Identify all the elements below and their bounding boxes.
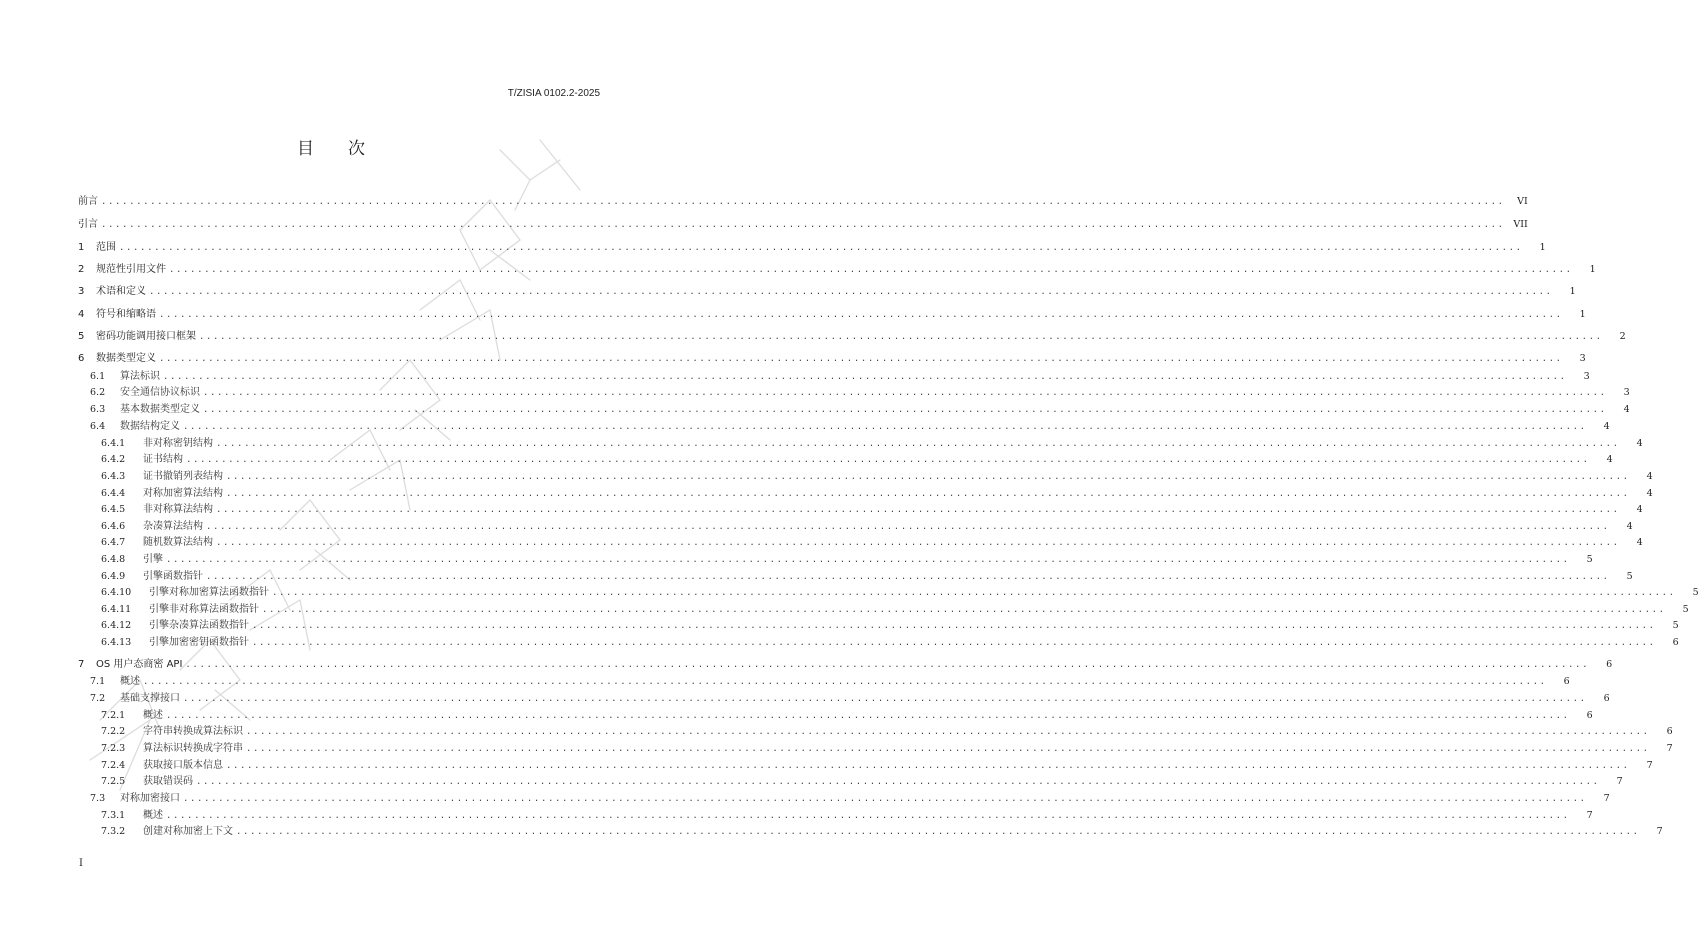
page-number: I — [79, 858, 83, 869]
toc-entry-page: 2 — [1619, 331, 1626, 342]
toc-entry-page: 6 — [1586, 710, 1593, 721]
toc-entry[interactable] — [0, 551, 1593, 566]
toc-entry-title: 基本数据类型定义 — [120, 404, 200, 415]
toc-leader-dots: ........................................................................................................................................................................................................ — [216, 538, 1620, 548]
toc-leader-dots: ........................................................................................................................................................................................................ — [186, 455, 1590, 465]
toc-entry-page: 1 — [1579, 309, 1586, 320]
toc-entry-page: 4 — [1606, 454, 1613, 465]
toc-entry-page: 4 — [1636, 537, 1643, 548]
toc-entry[interactable] — [0, 723, 1673, 738]
toc-entry-page: 6 — [1563, 676, 1570, 687]
toc-entry-title: 算法标识 — [120, 371, 160, 382]
toc-entry-page: 7 — [1586, 810, 1593, 821]
toc-entry-number: 7.2.4 — [101, 760, 126, 771]
toc-entry[interactable] — [0, 673, 1570, 688]
toc-entry-title: 获取接口版本信息 — [143, 760, 223, 771]
toc-entry[interactable] — [0, 823, 1663, 838]
toc-entry-number: 7.2.1 — [101, 710, 126, 721]
toc-entry-number: 7.2.3 — [101, 743, 126, 754]
toc-entry[interactable] — [0, 216, 1528, 231]
toc-entry-page: VI — [1517, 196, 1528, 207]
toc-entry[interactable] — [0, 656, 1613, 671]
toc-entry[interactable] — [0, 306, 1586, 321]
toc-entry[interactable] — [0, 501, 1643, 516]
toc-leader-dots: ........................................................................................................................................................................................................ — [206, 572, 1610, 582]
toc-leader-dots: ........................................................................................................................................................................................................ — [226, 761, 1630, 771]
toc-entry-page: 4 — [1646, 488, 1653, 499]
toc-entry[interactable] — [0, 485, 1653, 500]
toc-entry[interactable] — [0, 261, 1596, 276]
toc-entry-title: 引言 — [78, 219, 98, 230]
toc-entry-title: 证书撤销列表结构 — [143, 471, 223, 482]
toc-leader-dots: ........................................................................................................................................................................................................ — [166, 555, 1570, 565]
toc-entry-number: 6 — [78, 353, 85, 364]
toc-entry-title: 概述 — [120, 676, 140, 687]
toc-entry[interactable] — [0, 328, 1626, 343]
toc-leader-dots: ........................................................................................................................................................................................................ — [183, 694, 1587, 704]
toc-entry-page: 7 — [1616, 776, 1623, 787]
toc-entry-title: 范围 — [96, 242, 116, 253]
toc-leader-dots: ........................................................................................................................................................................................................ — [166, 811, 1570, 821]
toc-entry-page: 1 — [1569, 286, 1576, 297]
toc-entry-title: 证书结构 — [143, 454, 183, 465]
toc-entry-title: 数据结构定义 — [120, 421, 180, 432]
toc-entry-title: 对称加密接口 — [120, 793, 180, 804]
toc-entry-title: 安全通信协议标识 — [120, 387, 200, 398]
toc-entry-page: 1 — [1589, 264, 1596, 275]
toc-entry-number: 6.4 — [90, 421, 106, 432]
toc-leader-dots: ........................................................................................................................................................................................................ — [252, 638, 1656, 648]
toc-entry-page: 4 — [1636, 438, 1643, 449]
toc-leader-dots: ........................................................................................................................................................................................................ — [246, 744, 1650, 754]
toc-entry-title: 字符串转换成算法标识 — [143, 726, 243, 737]
toc-entry-title: 对称加密算法结构 — [143, 488, 223, 499]
toc-entry[interactable] — [0, 239, 1546, 254]
toc-entry-page: 1 — [1539, 242, 1546, 253]
toc-entry[interactable] — [0, 435, 1643, 450]
toc-entry-title: 算法标识转换成字符串 — [143, 743, 243, 754]
toc-entry-number: 6.4.1 — [101, 438, 126, 449]
toc-leader-dots: ........................................................................................................................................................................................................ — [196, 777, 1600, 787]
toc-entry-page: 4 — [1636, 504, 1643, 515]
toc-entry-page: 5 — [1586, 554, 1593, 565]
toc-leader-dots: ........................................................................................................................................................................................................ — [206, 522, 1610, 532]
toc-entry-title: 规范性引用文件 — [96, 264, 166, 275]
toc-leader-dots: ........................................................................................................................................................................................................ — [166, 711, 1570, 721]
toc-entry-number: 6.4.12 — [101, 620, 132, 631]
toc-leader-dots: ........................................................................................................................................................................................................ — [252, 621, 1656, 631]
toc-leader-dots: ........................................................................................................................................................................................................ — [226, 472, 1630, 482]
toc-entry-page: 7 — [1656, 826, 1663, 837]
toc-entry-title: 获取错误码 — [143, 776, 193, 787]
toc-leader-dots: ........................................................................................................................................................................................................ — [163, 372, 1567, 382]
toc-leader-dots: ........................................................................................................................................................................................................ — [226, 489, 1630, 499]
toc-entry[interactable] — [0, 468, 1653, 483]
toc-entry-page: 7 — [1603, 793, 1610, 804]
toc-leader-dots: ........................................................................................................................................................................................................ — [159, 354, 1563, 364]
toc-entry-number: 4 — [78, 309, 85, 320]
toc-leader-dots: ........................................................................................................................................................................................................ — [203, 388, 1607, 398]
toc-entry[interactable] — [0, 384, 1630, 399]
toc-entry-number: 3 — [78, 286, 85, 297]
toc-entry-title: 密码功能调用接口框架 — [96, 331, 196, 342]
toc-entry-page: 5 — [1626, 571, 1633, 582]
toc-entry-page: 6 — [1666, 726, 1673, 737]
toc-entry-number: 6.4.10 — [101, 587, 132, 598]
toc-entry[interactable] — [0, 584, 1699, 599]
toc-entry-number: 1 — [78, 242, 85, 253]
toc-entry-title: 概述 — [143, 810, 163, 821]
toc-entry-title: 概述 — [143, 710, 163, 721]
toc-entry[interactable] — [0, 350, 1586, 365]
toc-leader-dots: ........................................................................................................................................................................................................ — [143, 677, 1547, 687]
toc-entry[interactable] — [0, 757, 1653, 772]
page-title: 目 次 — [297, 139, 365, 159]
toc-entry-title: 引擎非对称算法函数指针 — [149, 604, 259, 615]
toc-leader-dots: ........................................................................................................................................................................................................ — [216, 439, 1620, 449]
toc-entry-number: 7.3 — [90, 793, 106, 804]
toc-leader-dots: ........................................................................................................................................................................................................ — [101, 197, 1505, 207]
toc-entry-page: 3 — [1623, 387, 1630, 398]
toc-entry[interactable] — [0, 690, 1610, 705]
toc-entry-title: 引擎杂凑算法函数指针 — [149, 620, 249, 631]
toc-leader-dots: ........................................................................................................................................................................................................ — [203, 405, 1607, 415]
toc-entry-page: 5 — [1682, 604, 1689, 615]
toc-entry[interactable] — [0, 634, 1679, 649]
toc-entry[interactable] — [0, 534, 1643, 549]
toc-entry-page: VII — [1513, 219, 1528, 230]
toc-entry[interactable] — [0, 601, 1689, 616]
toc-entry-title: OS 用户态商密 API — [96, 659, 183, 670]
toc-leader-dots: ........................................................................................................................................................................................................ — [119, 243, 1523, 253]
toc-leader-dots: ........................................................................................................................................................................................................ — [272, 588, 1676, 598]
toc-entry[interactable] — [0, 617, 1679, 632]
toc-leader-dots: ........................................................................................................................................................................................................ — [101, 220, 1505, 230]
toc-entry[interactable] — [0, 773, 1623, 788]
toc-entry-number: 7.3.2 — [101, 826, 126, 837]
toc-leader-dots: ........................................................................................................................................................................................................ — [199, 332, 1603, 342]
toc-entry-number: 2 — [78, 264, 85, 275]
toc-leader-dots: ........................................................................................................................................................................................................ — [159, 310, 1563, 320]
toc-entry-title: 前言 — [78, 196, 98, 207]
toc-entry[interactable] — [0, 401, 1630, 416]
toc-entry-number: 6.4.3 — [101, 471, 126, 482]
toc-entry-number: 7.2.5 — [101, 776, 126, 787]
toc-entry[interactable] — [0, 568, 1633, 583]
toc-entry-number: 6.4.11 — [101, 604, 132, 615]
toc-leader-dots: ........................................................................................................................................................................................................ — [185, 660, 1590, 670]
toc-entry[interactable] — [0, 368, 1590, 383]
toc-entry-number: 7.2 — [90, 693, 106, 704]
toc-entry-title: 引擎对称加密算法函数指针 — [149, 587, 269, 598]
toc-entry-title: 引擎加密密钥函数指针 — [149, 637, 249, 648]
toc-entry-number: 6.4.6 — [101, 521, 126, 532]
toc-entry-page: 3 — [1583, 371, 1590, 382]
toc-leader-dots: ........................................................................................................................................................................................................ — [236, 827, 1640, 837]
toc-entry-number: 6.4.2 — [101, 454, 126, 465]
toc-entry-title: 术语和定义 — [96, 286, 146, 297]
standard-code: T/ZISIA 0102.2-2025 — [507, 88, 600, 99]
toc-entry[interactable] — [0, 518, 1633, 533]
toc-entry[interactable] — [0, 707, 1593, 722]
toc-entry-page: 4 — [1623, 404, 1630, 415]
toc-entry-page: 7 — [1646, 760, 1653, 771]
toc-entry-title: 非对称密钥结构 — [143, 438, 213, 449]
toc-entry-page: 6 — [1606, 659, 1613, 670]
toc-leader-dots: ........................................................................................................................................................................................................ — [169, 265, 1573, 275]
toc-entry-title: 引擎 — [143, 554, 163, 565]
toc-entry-title: 杂凑算法结构 — [143, 521, 203, 532]
toc-leader-dots: ........................................................................................................................................................................................................ — [262, 605, 1666, 615]
toc-entry-page: 5 — [1692, 587, 1699, 598]
toc-entry-number: 6.4.4 — [101, 488, 126, 499]
toc-entry-number: 7.1 — [90, 676, 106, 687]
toc-entry[interactable] — [0, 451, 1613, 466]
toc-entry-page: 6 — [1603, 693, 1610, 704]
toc-entry-number: 6.3 — [90, 404, 106, 415]
toc-entry-page: 4 — [1646, 471, 1653, 482]
toc-leader-dots: ........................................................................................................................................................................................................ — [246, 727, 1650, 737]
toc-entry-number: 5 — [78, 331, 85, 342]
toc-entry-title: 数据类型定义 — [96, 353, 156, 364]
toc-leader-dots: ........................................................................................................................................................................................................ — [183, 794, 1587, 804]
toc-entry-number: 6.4.7 — [101, 537, 126, 548]
toc-leader-dots: ........................................................................................................................................................................................................ — [149, 287, 1553, 297]
toc-entry-page: 7 — [1666, 743, 1673, 754]
toc-entry[interactable] — [0, 193, 1528, 208]
toc-entry-title: 引擎函数指针 — [143, 571, 203, 582]
toc-entry[interactable] — [0, 740, 1673, 755]
toc-entry-title: 创建对称加密上下文 — [143, 826, 233, 837]
toc-entry-number: 6.2 — [90, 387, 106, 398]
toc-leader-dots: ........................................................................................................................................................................................................ — [183, 422, 1587, 432]
toc-entry-title: 随机数算法结构 — [143, 537, 213, 548]
toc-entry-number: 7.3.1 — [101, 810, 126, 821]
toc-entry-number: 6.4.5 — [101, 504, 126, 515]
toc-entry-page: 4 — [1626, 521, 1633, 532]
toc-entry-title: 基础支撑接口 — [120, 693, 180, 704]
toc-entry-page: 3 — [1579, 353, 1586, 364]
toc-leader-dots: ........................................................................................................................................................................................................ — [216, 505, 1620, 515]
toc-entry-title: 符号和缩略语 — [96, 309, 156, 320]
toc-entry[interactable] — [0, 283, 1576, 298]
toc-entry-page: 4 — [1603, 421, 1610, 432]
toc-entry-number: 7.2.2 — [101, 726, 126, 737]
toc-entry-number: 6.4.9 — [101, 571, 126, 582]
toc-entry-number: 6.4.8 — [101, 554, 126, 565]
toc-entry[interactable] — [0, 790, 1610, 805]
toc-entry[interactable] — [0, 418, 1610, 433]
toc-entry-page: 6 — [1672, 637, 1679, 648]
toc-entry[interactable] — [0, 807, 1593, 822]
toc-entry-title: 非对称算法结构 — [143, 504, 213, 515]
toc-entry-number: 7 — [78, 659, 85, 670]
toc-entry-number: 6.1 — [90, 371, 106, 382]
toc-entry-number: 6.4.13 — [101, 637, 132, 648]
toc-entry-page: 5 — [1672, 620, 1679, 631]
